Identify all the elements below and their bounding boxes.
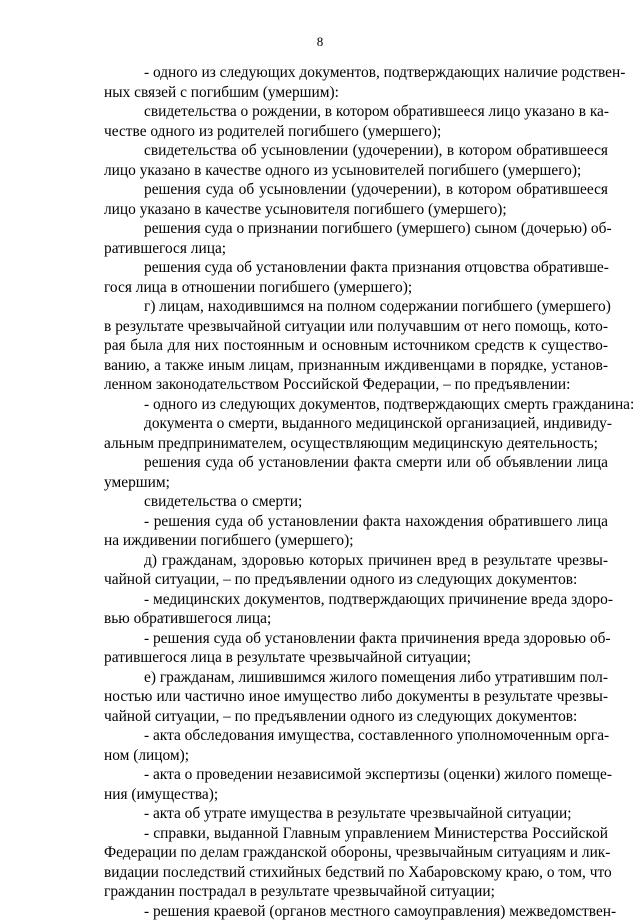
text-line: альным предпринимателем, осуществляющим медицинскую деятельность; — [104, 434, 608, 454]
text-line: рая была для них постоянным и основным источником средств к существо- — [104, 336, 608, 356]
text-line: гося лица в отношении погибшего (умершего); — [104, 278, 608, 298]
text-line: - акта о проведении независимой экспертизы (оценки) жилого помеще- — [104, 765, 608, 785]
text-line: вью обратившегося лица; — [104, 609, 608, 629]
text-line: свидетельства об усыновлении (удочерении), в котором обратившееся — [104, 141, 608, 161]
text-line: ном (лицом); — [104, 746, 608, 766]
text-line: свидетельства о смерти; — [104, 492, 608, 512]
text-line: е) гражданам, лишившимся жилого помещения либо утратившим пол- — [104, 668, 608, 688]
text-line: - одного из следующих документов, подтверждающих наличие родствен- — [104, 63, 608, 83]
text-line: - решения суда об установлении факта нахождения обратившего лица — [104, 512, 608, 532]
text-line: честве одного из родителей погибшего (умершего); — [104, 122, 608, 142]
text-line: г) лицам, находившимся на полном содержании погибшего (умершего) — [104, 297, 608, 317]
text-line: ных связей с погибшим (умершим): — [104, 83, 608, 103]
text-line: на иждивении погибшего (умершего); — [104, 531, 608, 551]
text-line: умершим; — [104, 473, 608, 493]
text-line: лицо указано в качестве усыновителя погибшего (умершего); — [104, 200, 608, 220]
text-line: ния (имущества); — [104, 785, 608, 805]
text-line: - решения суда об установлении факта причинения вреда здоровью об- — [104, 629, 608, 649]
text-line: - одного из следующих документов, подтверждающих смерть гражданина: — [104, 395, 608, 415]
text-line: ленном законодательством Российской Федерации, – по предъявлении: — [104, 375, 608, 395]
text-line: - акта обследования имущества, составленного уполномоченным орга- — [104, 726, 608, 746]
text-line: в результате чрезвычайной ситуации или получавшим от него помощь, кото- — [104, 317, 608, 337]
text-line: - справки, выданной Главным управлением Министерства Российской — [104, 824, 608, 844]
text-line: свидетельства о рождении, в котором обратившееся лицо указано в ка- — [104, 102, 608, 122]
text-line: лицо указано в качестве одного из усыновителей погибшего (умершего); — [104, 161, 608, 181]
text-line: гражданин пострадал в результате чрезвычайной ситуации; — [104, 882, 608, 902]
text-line: д) гражданам, здоровью которых причинен вред в результате чрезвы- — [104, 551, 608, 571]
text-line: - акта об утрате имущества в результате чрезвычайной ситуации; — [104, 804, 608, 824]
text-line: решения суда об усыновлении (удочерении), в котором обратившееся — [104, 180, 608, 200]
document-body — [104, 63, 608, 921]
text-line: видации последствий стихийных бедствий по Хабаровскому краю, о том, что — [104, 863, 608, 883]
text-line: документа о смерти, выданного медицинской организацией, индивиду- — [104, 414, 608, 434]
text-line: ванию, а также иным лицам, признанным иждивенцами в порядке, установ- — [104, 356, 608, 376]
text-line: решения суда об установлении факта смерти или об объявлении лица — [104, 453, 608, 473]
text-line: Федерации по делам гражданской обороны, чрезвычайным ситуациям и лик- — [104, 843, 608, 863]
text-line: чайной ситуации, – по предъявлении одного из следующих документов: — [104, 570, 608, 590]
text-line: решения суда о признании погибшего (умершего) сыном (дочерью) об- — [104, 219, 608, 239]
page-number: 8 — [0, 34, 640, 50]
text-line: ратившегося лица в результате чрезвычайной ситуации; — [104, 648, 608, 668]
text-line: - решения краевой (органов местного самоуправления) межведомствен- — [104, 902, 608, 921]
text-line: решения суда об установлении факта признания отцовства обративше- — [104, 258, 608, 278]
text-line: - медицинских документов, подтверждающих причинение вреда здоро- — [104, 590, 608, 610]
text-line: ратившегося лица; — [104, 239, 608, 259]
text-line: чайной ситуации, – по предъявлении одного из следующих документов: — [104, 707, 608, 727]
text-line: ностью или частично иное имущество либо документы в результате чрезвы- — [104, 687, 608, 707]
